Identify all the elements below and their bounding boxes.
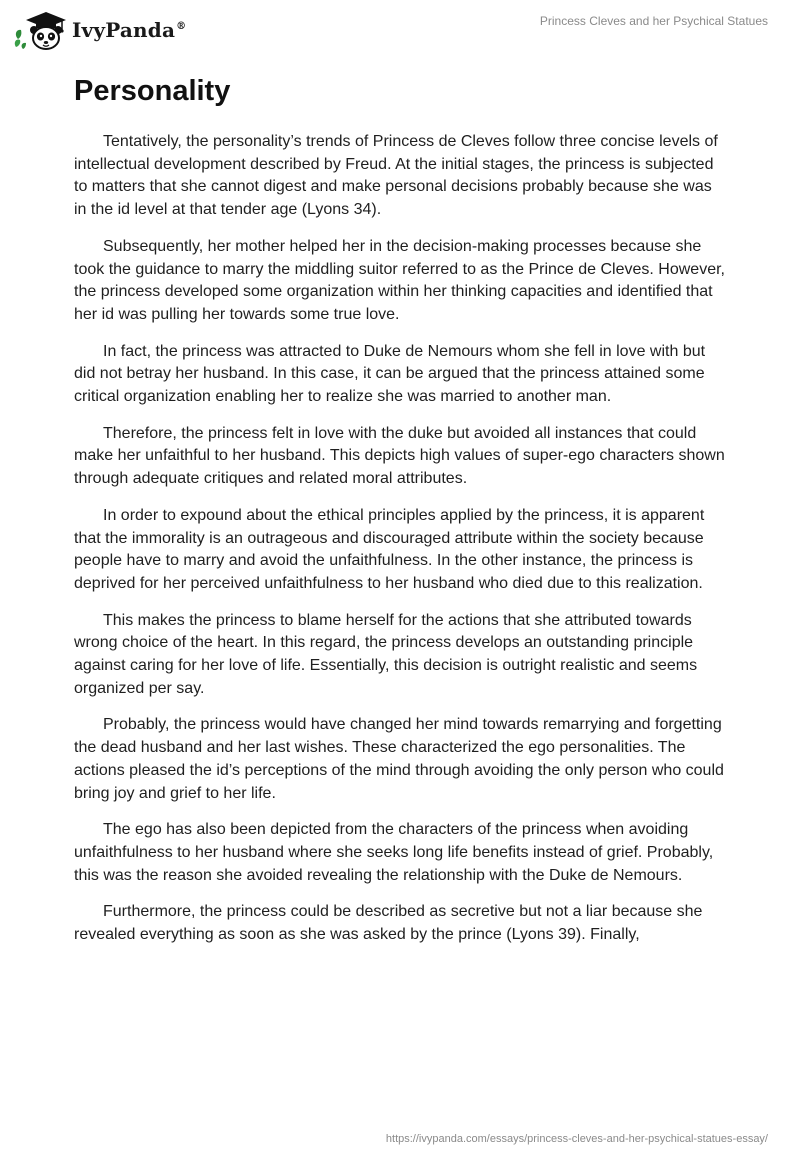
document-title: Princess Cleves and her Psychical Statues: [539, 14, 768, 28]
paragraph: Probably, the princess would have changed her mind towards remarrying and forgetting the dead husband and her last wishes. These characterized the ego personalities. The actions pleased the id’s perceptions of the mind through avoiding the only person who could bring joy and grief to her life.: [74, 716, 724, 802]
brand-text: IvyPanda: [72, 18, 176, 42]
essay-content: [74, 74, 726, 961]
panda-graduate-icon: [14, 9, 66, 51]
paragraph: In fact, the princess was attracted to Duke de Nemours whom she fell in love with but did not betray her husband. In this case, it can be argued that the princess attained some critical organization enabling her to realize she was married to another man.: [74, 342, 706, 406]
page-header: [0, 0, 800, 60]
brand-name: [72, 18, 186, 42]
paragraph: The ego has also been depicted from the characters of the princess when avoiding unfaithfulness to her husband where she seeks long life benefits instead of grief. Probably, this was the reason she avoided revealing the relationship with the Duke de Nemours.: [74, 821, 714, 884]
source-url[interactable]: https://ivypanda.com/essays/princess-cleves-and-her-psychical-statues-essay/: [385, 1133, 768, 1145]
paragraph: In order to expound about the ethical principles applied by the princess, it is apparent that the immorality is an outrageous and discouraged attribute within the society because people have to marry and avoid the unfaithfulness. In the other instance, the princess is deprived for her perceived unfaithfulness to her husband who died due to this realization.: [74, 506, 705, 592]
paragraph: Therefore, the princess felt in love with the duke but avoided all instances that could make her unfaithful to her husband. This depicts high values of super-ego characters shown through adequate critiques and related moral attributes.: [74, 424, 725, 488]
paragraph: Subsequently, her mother helped her in the decision-making processes because she took the guidance to marry the middling suitor referred to as the Prince de Cleves. However, the princess developed some organization within her thinking capacities and identified that her id was pulling her towards some true love.: [74, 237, 725, 323]
section-heading: Personality: [74, 75, 231, 107]
registered-mark: ®: [176, 21, 187, 33]
paragraph: Tentatively, the personality’s trends of Princess de Cleves follow three concise levels of intellectual development described by Freud. At the initial stages, the princess is subjected to matters that she cannot digest and make personal decisions probably because she was in the id level at that tender age (Lyons 34).: [74, 133, 718, 219]
ivypanda-logo[interactable]: [14, 9, 186, 51]
paragraph: This makes the princess to blame herself for the actions that she attributed towards wrong choice of the heart. In this regard, the princess develops an outstanding principle against caring for her love of life. Essentially, this decision is outright realistic and seems organized per say.: [74, 611, 698, 697]
paragraph: Furthermore, the princess could be described as secretive but not a liar because she revealed everything as soon as she was asked by the prince (Lyons 39). Finally,: [74, 903, 703, 944]
